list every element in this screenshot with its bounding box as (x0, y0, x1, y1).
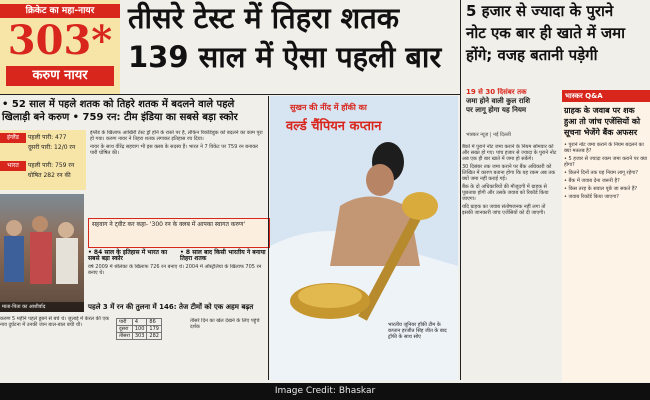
score-kicker: क्रिकेट का महा-नायर (0, 4, 120, 18)
innings-r2: दूसरी पारी: 12/0 रन (28, 144, 76, 151)
story-text: इंग्लैंड के खिलाफ आखिरी टेस्ट ड्रॉ होने के रास्ते पर है, लेकिन रिकॉर्डबुक को बदलने का काम पूरा हो गया। करुण नायर ने तिहरा शतक लगाकर इतिहास रच दिया। नायर के साथ वीरेंद्र सहवाग भी इस क्लब के सदस्य हैं। भारत ने 7 विकेट पर 759 रन बनाकर पारी घोषित की। (90, 130, 263, 156)
right-headline-line2: नोट एक बार ही खाते में जमा (466, 24, 626, 42)
main-headline-line2: 139 साल में ऐसा पहली बार (128, 40, 442, 74)
qa-brand: भास्कर Q&A (562, 90, 650, 102)
image-credit: Image Credit: Bhaskar (0, 383, 650, 400)
right-headline-line3: होंगे; वजह बतानी पड़ेगी (466, 46, 598, 64)
innings-box (0, 130, 86, 190)
qa-box: भास्कर Q&A ग्राहक के जवाब पर शक हुआ तो जांच एजेंसियों को सूचना भेजेंगे बैंक अफसर • पुराने नोट जमा कराने के नियम बदलने का क्या मतलब है? • 5 हजार से ज्यादा रकम जमा कराने पर क्या होगा? • कितने दिनों तक यह नियम लागू रहेगा? • बैंक में जवाब देना जरूरी है? • किस तरह के सवाल पूछे जा सकते हैं? • जवाब रिकॉर्ड किया जाएगा? (562, 90, 650, 382)
photo-caption: भारतीय जूनियर हॉकी टीम के कप्तान हरजीत सिंह जीत के बाद ट्रॉफी के साथ सोए (388, 322, 447, 340)
innings-label-england: इंग्लैंड (0, 133, 26, 143)
right-body-text: बैंकों में पुराने नोट जमा कराने के नियम सोमवार को और सख्त हो गए। पांच हजार से ज्यादा के पुराने नोट अब एक ही बार खाते में जमा हो सकेंगे। 30 दिसंबर तक जमा कराने पर बैंक अधिकारी को लिखित में कारण बताना होगा कि यह रकम अब तक क्यों जमा नहीं कराई गई। बैंक के दो अधिकारियों की मौजूदगी में ग्राहक से पूछताछ होगी और उसके जवाब को रिकॉर्ड किया जाएगा। यदि ग्राहक का जवाब संतोषजनक नहीं लगा तो इसकी जानकारी जांच एजेंसियों को दी जाएगी। (462, 144, 557, 216)
bottom-left-text: करुण 5 महीने पहले डूबने से बचे थे। जुलाई में केरल की एक नाव दुर्घटना में उनकी जान बाल-बाल बची थी। (0, 316, 109, 328)
innings-r1: पहली पारी: 477 (28, 134, 67, 141)
table-row: पारी 4 86 (117, 319, 162, 326)
hockey-photo (270, 96, 458, 380)
photo-headline-line2: वर्ल्ड चैंपियन कप्तान (286, 119, 382, 134)
bottom-mid-text (190, 318, 268, 378)
score-mini-table (116, 318, 162, 340)
dateline: भास्कर न्यूज़ | नई दिल्ली (466, 132, 511, 138)
bottom-strip-line2: तीसरे दिन का खेल देखने के लिए पहुंचे दर्शक (190, 318, 260, 330)
crowd-photo-caption: माता-पिता का आशीर्वाद (0, 302, 84, 312)
player-name: करुण नायर (6, 66, 114, 86)
score-box (0, 0, 120, 94)
fact-2: • 8 साल बाद किसी भारतीय ने बनाया तिहरा शतक (180, 249, 266, 263)
table-row: तीसरा 303 282 (117, 333, 162, 340)
column-rule (0, 94, 460, 95)
bullet-line1: • 52 साल में पहले शतक को तिहरे शतक में बदलने वाले पहले (2, 99, 235, 110)
sehwag-headline: सहवाग ने ट्वीट कर कहा- '300 रन के क्लब में आपका स्वागत करुण' (92, 221, 245, 228)
bullet-line2: खिलाड़ी बने करुण • 759 रन: टीम इंडिया का सबसे बड़ा स्कोर (2, 112, 238, 123)
photo-headline-line1: सुखन की नींद में हॉकी का (290, 103, 367, 112)
main-headline-line1: तीसरे टेस्ट में तिहरा शतक (128, 1, 400, 35)
innings-r4: घोषित 282 रन की (28, 172, 71, 179)
innings-label-india: भारत (0, 161, 26, 171)
column-rule (268, 96, 269, 380)
innings-r3: पहली पारी: 759 रन (28, 162, 75, 169)
qa-text: • पुराने नोट जमा कराने के नियम बदलने का क्या मतलब है? • 5 हजार से ज्यादा रकम जमा कराने पर क्या होगा? • कितने दिनों तक यह नियम लागू रहेगा? • बैंक में जवाब देना जरूरी है? • किस तरह के सवाल पूछे जा सकते हैं? • जवाब रिकॉर्ड किया जाएगा? (564, 142, 648, 200)
facts-text: वर्ष 2009 में श्रीलंका के खिलाफ 726 रन बनाए थे। 2004 में ऑस्ट्रेलिया के खिलाफ 705 रन बनाए थे। (88, 264, 262, 276)
column-rule (460, 0, 461, 380)
sehwag-box (88, 218, 270, 248)
crowd-photo (0, 194, 84, 312)
score-value: 303* (7, 17, 113, 64)
right-headline-line1: 5 हजार से ज्यादा के पुराने (466, 2, 614, 20)
bottom-strip-line1: पहले 3 में रन की तुलना में 146: तेज टीमों को एक अहम बढ़त (88, 303, 254, 311)
fact-1: • 84 साल के इतिहास में भारत का सबसे बड़ा स्कोर (88, 249, 168, 263)
right-subhead: 19 से 30 दिसंबर तक जमा होने वाली कुल राशि पर लागू होगा यह नियम (466, 88, 530, 114)
table-row: दूसरा 100 179 (117, 326, 162, 333)
crowd-figures (0, 194, 84, 312)
